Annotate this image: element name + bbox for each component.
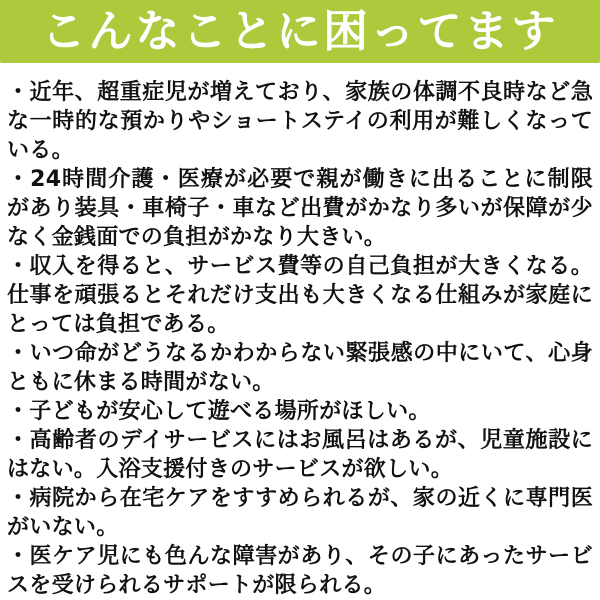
header-banner bbox=[0, 0, 600, 63]
list-item: ・収入を得ると、サービス費等の自己負担が大きくなる。仕事を頑張るとそれだけ支出も大きくなる仕組みが家庭にとっては負担である。 bbox=[7, 254, 593, 337]
list-item: ・子どもが安心して遊べる場所がほしい。 bbox=[7, 399, 431, 424]
list-item: ・病院から在宅ケアをすすめられるが、家の近くに専門医がいない。 bbox=[7, 486, 593, 540]
list-item: ・近年、超重症児が増えており、家族の体調不良時など急な一時的な預かりやショートステイの利用が難しくなっている。 bbox=[7, 80, 593, 163]
list-item: ・高齢者のデイサービスにはお風呂はあるが、児童施設にはない。入浴支援付きのサービスが欲しい。 bbox=[7, 428, 593, 482]
concerns-list bbox=[0, 63, 600, 600]
list-item: ・医ケア児にも色んな障害があり、その子にあったサービスを受けられるサポートが限られる。 bbox=[7, 544, 593, 598]
page-title: こんなことに困ってます bbox=[41, 5, 559, 57]
list-item: ・24時間介護・医療が必要で親が働きに出ることに制限があり装具・車椅子・車など出費がかなり多いが保障が少なく金銭面での負担がかなり大きい。 bbox=[7, 167, 593, 250]
list-item: ・いつ命がどうなるかわからない緊張感の中にいて、心身ともに休まる時間がない。 bbox=[7, 341, 593, 395]
